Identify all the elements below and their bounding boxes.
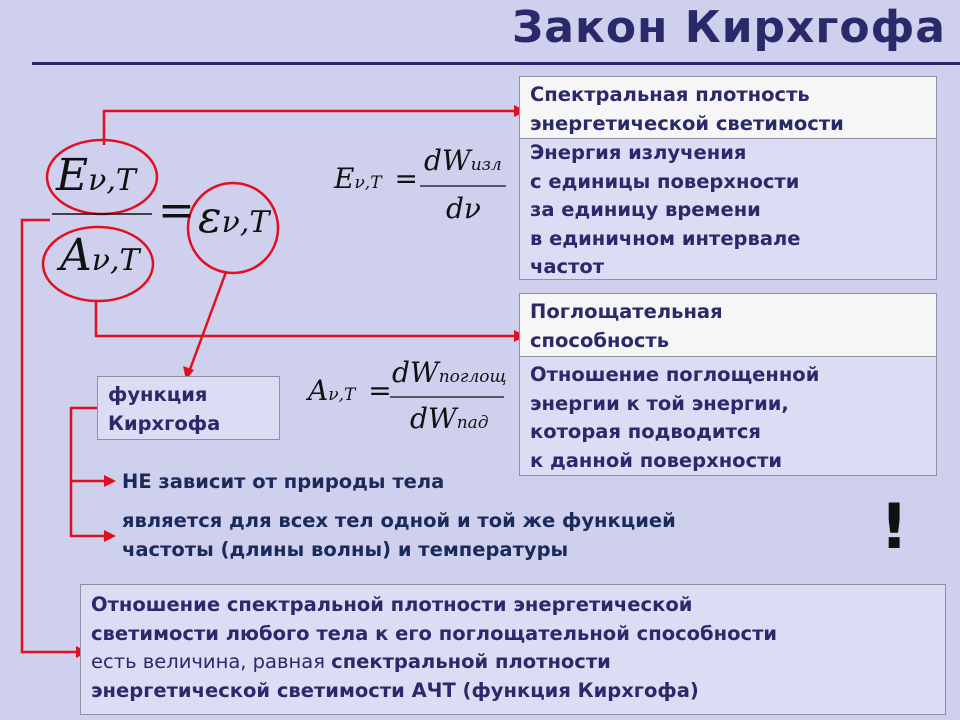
- absorb-formula-numerator: dWпоглощ: [392, 356, 507, 389]
- absorb-formula-denominator: dWпад: [410, 402, 489, 435]
- emissive-formula-denominator: dν: [446, 192, 481, 225]
- emissivity-symbol: Eν,T: [56, 150, 136, 201]
- kirchhoff-function-box: функция Кирхгофа: [97, 376, 280, 440]
- emissive-formula-lhs: Eν,T =: [334, 162, 418, 195]
- emissive-formula-numerator: dWизл: [424, 144, 502, 177]
- absorb-formula-lhs: Aν,T =: [308, 374, 392, 407]
- kirchhoff-function-symbol: εν,T: [198, 192, 270, 243]
- exclamation-mark: !: [880, 490, 909, 563]
- emissive-box-body: Энергия излучения с единицы поверхности за единицу времени в единичном интервале частот: [519, 138, 937, 280]
- equals-sign: =: [158, 185, 195, 236]
- absorb-box-header: Поглощательная способность: [519, 293, 937, 357]
- note-independence: НЕ зависит от природы тела: [122, 470, 445, 493]
- absorptivity-symbol: Aν,T: [60, 230, 140, 281]
- note-universal-function: является для всех тел одной и той же функцией частоты (длины волны) и температуры: [122, 509, 676, 561]
- absorb-box-body: Отношение поглощенной энергии к той энергии, которая подводится к данной поверхности: [519, 356, 937, 476]
- page-title: Закон Кирхгофа: [512, 2, 946, 53]
- conclusion-box: Отношение спектральной плотности энергетической светимости любого тела к его поглощательной способности есть величина, равная спектральной плотности энергетической светимости АЧТ (функция Кирхгофа): [80, 584, 946, 715]
- emissive-box-header: Спектральная плотность энергетической светимости: [519, 76, 937, 139]
